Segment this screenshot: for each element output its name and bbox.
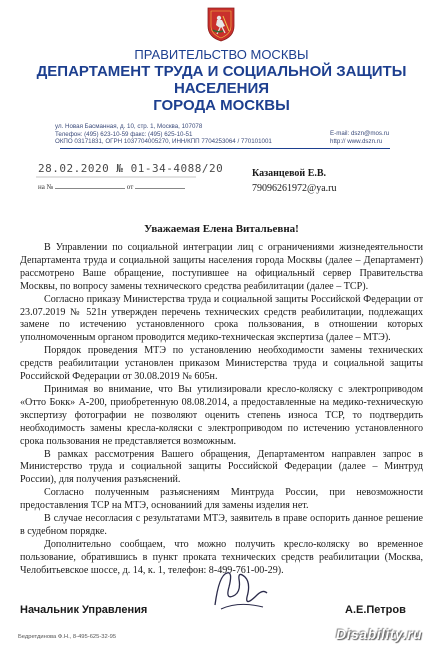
paragraph: Принимая во внимание, что Вы утилизировали кресло-коляску с электроприводом «Отто Бокк» А-200, приобретенную 08.08.2014, а предоставленные на медико-техническую экспертизу фотографии не позволяют оценить степень износа ТСР, то подтвердить необходимость замены кресла-коляски с электроприводом по истечению установленного срока пользования не представляется возможным. (20, 383, 423, 447)
paragraph: В случае несогласия с результатами МТЭ, заявитель в праве оспорить данное решение в судебном порядке. (20, 513, 423, 537)
department-title (0, 63, 443, 114)
paragraph: Согласно полученным разъяснениям Минтруда России, при невозможности предоставления ТСР на МТЭ, основаниий для замены изделия нет. (20, 487, 423, 512)
date-underline (36, 176, 196, 180)
email: E-mail: dszn@mos.ru (330, 130, 390, 137)
recipient-email: 79096261972@ya.ru (252, 183, 337, 194)
paragraph: В Управлении по социальной интеграции лиц с ограничениями жизнедеятельности Департамента труда и социальной защиты населения города Москвы (далее – Департамент) рассмотрено Ваше обращение, поступившее на официальный сервер Правительства Москвы, по вопросу замены технического средства реабилитации (далее – ТСР). (20, 242, 423, 292)
paragraph: Дополнительно сообщаем, что можно получить кресло-коляску во временное пользование, обратившись в пункт проката технических средств реабилитации (Москва, Челобитьевское шоссе, д. 14, к. 1, телефон: 8-499-761-00-29). (20, 538, 423, 576)
contact-block (330, 130, 389, 145)
paragraph: Согласно приказу Министерства труда и социальной защиты Российской Федерации от 23.07.2019 № 521н утвержден перечень технических средств реабилитации, подлежащих замене по истечению установленного срока пользования, в отношении которых уполномоченным органом проводится медико-техническая экспертиза (далее – МТЭ). (20, 293, 423, 344)
registration-codes: ОКПО 03171831, ОГРН 1037704005270, ИНН/КПП 7704253064 / 770101001 (55, 138, 272, 145)
department-title-line1: ДЕПАРТАМЕНТ ТРУДА И СОЦИАЛЬНОЙ ЗАЩИТЫ НАСЕЛЕНИЯ (36, 63, 407, 97)
signatory-name: А.Е.Петров (345, 604, 406, 616)
salutation: Уважаемая Елена Витальевна! (144, 223, 299, 235)
executor-contact: Бедретдинова Ф.Н., 8-495-625-32-95 (18, 634, 117, 640)
address-block (55, 123, 272, 146)
paragraph: В рамках рассмотрения Вашего обращения, Департаментом направлен запрос в Министерство труда и социальной защиты Российской Федерации (далее – Минтруд России), для получения разъяснений. (20, 448, 423, 486)
handwritten-signature (205, 565, 275, 620)
phone-fax: Телефон: (495) 623-10-59 факс: (495) 625-10-51 (55, 130, 193, 138)
reply-reference (38, 183, 185, 191)
letterhead-divider (60, 148, 390, 149)
outgoing-date-number: 28.02.2020 № 01-34-4088/20 (38, 162, 224, 175)
recipient-name: Казанцевой Е.В. (252, 168, 327, 179)
na-label: на № (38, 183, 54, 191)
moscow-coat-of-arms-icon (206, 6, 236, 42)
letter-body (20, 242, 423, 578)
department-title-line2: ГОРОДА МОСКВЫ (153, 97, 290, 114)
ot-label: от (126, 183, 134, 191)
site-watermark: Disability.ru (336, 626, 423, 642)
signatory-title: Начальник Управления (20, 604, 148, 616)
paragraph: Порядок проведения МТЭ по установлению необходимости замены технических средств реабилитации установлен приказом Министерства труда и социальной защиты Российской Федерации от 30.08.2019 № 605н. (20, 345, 423, 383)
government-title: ПРАВИТЕЛЬСТВО МОСКВЫ (134, 47, 309, 62)
website: http:// www.dszn.ru (330, 137, 383, 145)
address: ул. Новая Басманная, д. 10, стр. 1, Москва, 107078 (55, 123, 203, 130)
